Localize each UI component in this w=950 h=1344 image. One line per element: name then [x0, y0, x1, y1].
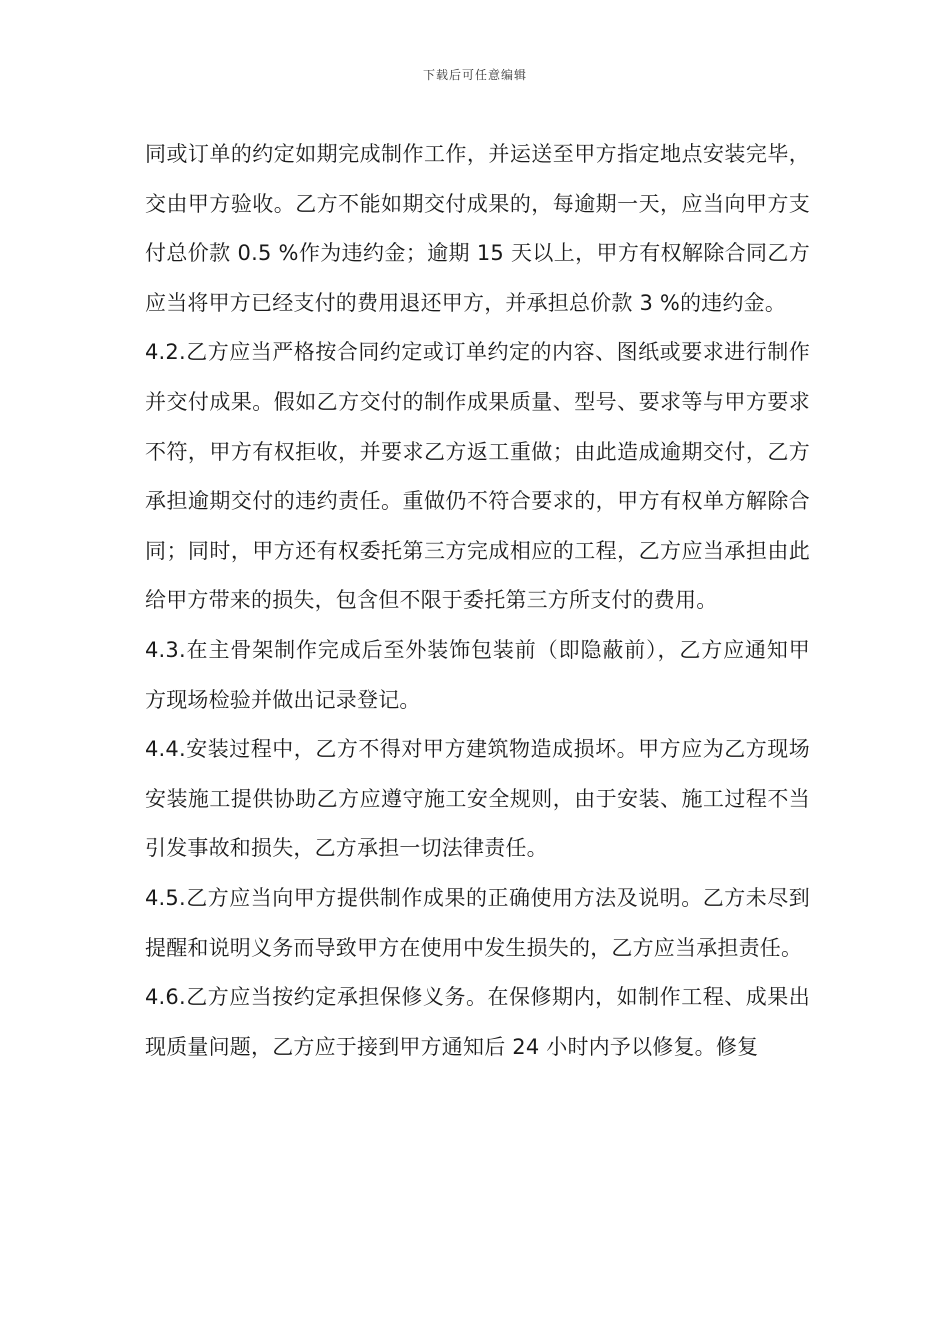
paragraph-clause-4-3: 4.3.在主骨架制作完成后至外装饰包装前（即隐蔽前），乙方应通知甲方现场检验并做出记录登记。 — [145, 637, 810, 712]
paragraph-continuation: 同或订单的约定如期完成制作工作，并运送至甲方指定地点安装完毕，交由甲方验收。乙方不能如期交付成果的，每逾期一天，应当向甲方支付总价款 0.5 %作为违约金；逾期 15 天以上，甲方有权解除合同乙方应当将甲方已经支付的费用退还甲方，并承担总价款 3 %的违约金。 — [145, 142, 810, 315]
paragraph-clause-4-6: 4.6.乙方应当按约定承担保修义务。在保修期内，如制作工程、成果出现质量问题，乙方应于接到甲方通知后 24 小时内予以修复。修复 — [145, 985, 810, 1059]
paragraph-clause-4-4: 4.4.安装过程中，乙方不得对甲方建筑物造成损坏。甲方应为乙方现场安装施工提供协助乙方应遵守施工安全规则，由于安装、施工过程不当引发事故和损失，乙方承担一切法律责任。 — [145, 737, 810, 861]
contract-body — [145, 130, 810, 1072]
paragraph-clause-4-2: 4.2.乙方应当严格按合同约定或订单约定的内容、图纸或要求进行制作并交付成果。假如乙方交付的制作成果质量、型号、要求等与甲方要求不符，甲方有权拒收，并要求乙方返工重做；由此造成逾期交付，乙方承担逾期交付的违约责任。重做仍不符合要求的，甲方有权单方解除合同；同时，甲方还有权委托第三方完成相应的工程，乙方应当承担由此给甲方带来的损失，包含但不限于委托第三方所支付的费用。 — [145, 340, 810, 613]
paragraph-clause-4-5: 4.5.乙方应当向甲方提供制作成果的正确使用方法及说明。乙方未尽到提醒和说明义务而导致甲方在使用中发生损失的，乙方应当承担责任。 — [145, 885, 810, 960]
page-header-note: 下载后可任意编辑 — [422, 68, 527, 82]
